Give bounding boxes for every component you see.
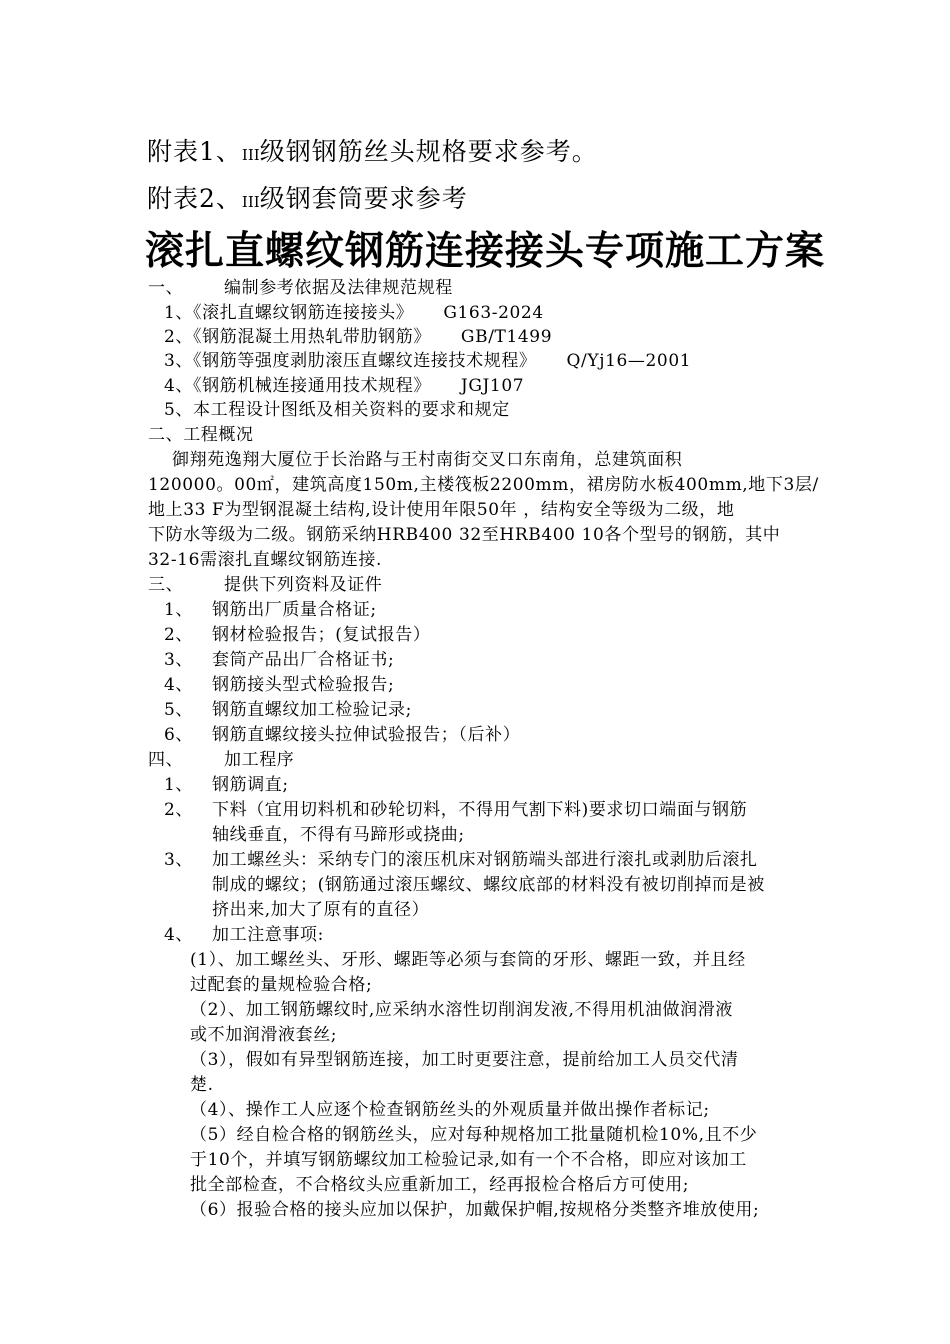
item-text: 5、本工程设计图纸及相关资料的要求和规定 [164, 400, 510, 420]
section-4-item [164, 798, 747, 822]
section-2-line: 120000。00㎡，建筑高度150m,主楼筏板2200mm，裙房防水板400mm,地下3层/ [148, 475, 819, 495]
section-3-item [164, 673, 394, 697]
item-text: 钢筋出厂质量合格证; [212, 600, 377, 620]
item-text: 加工螺丝头：采纳专门的滚压机床对钢筋端头部进行滚扎或剥肋后滚扎 [212, 850, 758, 870]
section-1-heading [148, 276, 453, 300]
note-line: （3），假如有异型钢筋连接，加工时更要注意，提前给加工人员交代清 [190, 1050, 739, 1070]
note-line: （6）报验合格的接头应加以保护，加戴保护帽,按规格分类整齐堆放使用; [190, 1200, 760, 1220]
item-code: JGJ107 [460, 376, 525, 396]
item-number: 3、 [164, 850, 194, 870]
note-line: 楚. [190, 1075, 214, 1095]
section-3-number: 三、 [148, 575, 184, 595]
section-2-heading: 二、工程概况 [148, 425, 254, 445]
section-1-item [164, 349, 691, 373]
section-2-line: 32-16需滚扎直螺纹钢筋连接. [148, 550, 383, 570]
appendix-2-roman: III [241, 193, 260, 211]
note-line: 过配套的量规检验合格; [190, 975, 373, 995]
section-1-title: 编制参考依据及法律规范规程 [224, 278, 453, 298]
note-line: (1）、加工螺丝头、牙形、螺距等必须与套筒的牙形、螺距一致，并且经 [190, 950, 746, 970]
note-line: 于10个，并填写钢筋螺纹加工检验记录,如有一个不合格，即应对该加工 [190, 1150, 747, 1170]
note-line: 批全部检查，不合格纹头应重新加工，经再报检合格后方可使用; [190, 1175, 690, 1195]
section-3-item [164, 598, 377, 622]
section-2-line: 御翔苑逸翔大厦位于长治路与王村南街交叉口东南角，总建筑面积 [172, 450, 683, 470]
appendix-1-prefix: 附表1、 [147, 137, 242, 166]
section-4-item-continuation: 制成的螺纹；(钢筋通过滚压螺纹、螺纹底部的材料没有被切削掉而是被 [212, 875, 765, 895]
item-text: 下料（宜用切料机和砂轮切料，不得用气割下料)要求切口端面与钢筋 [212, 800, 748, 820]
appendix-line-2 [147, 183, 468, 218]
note-line: （4）、操作工人应逐个检查钢筋丝头的外观质量并做出操作者标记; [190, 1100, 710, 1120]
item-text: 4、《钢筋机械连接通用技术规程》 [164, 376, 431, 396]
note-line: （5）经自检合格的钢筋丝头，应对每种规格加工批量随机检10%,且不少 [190, 1125, 758, 1145]
item-text: 2、《钢筋混凝土用热轧带肋钢筋》 [164, 327, 431, 347]
item-number: 1、 [164, 600, 194, 620]
section-2-line: 地上33 F为型钢混凝土结构,设计使用年限50年 ，结构安全等级为二级，地 [148, 500, 735, 520]
appendix-2-prefix: 附表2、 [147, 184, 242, 213]
section-4-item-continuation: 挤出来,加大了原有的直径） [212, 900, 430, 920]
item-number: 4、 [164, 925, 194, 945]
section-4-heading [148, 748, 294, 772]
section-3-item [164, 623, 430, 647]
section-3-item [164, 698, 412, 722]
section-1-item [164, 325, 552, 349]
section-3-title: 提供下列资料及证件 [224, 575, 383, 595]
item-number: 2、 [164, 800, 194, 820]
appendix-1-suffix: 级钢钢筋丝头规格要求参考。 [259, 137, 598, 166]
item-text: 钢筋直螺纹接头拉伸试验报告；（后补） [212, 725, 521, 745]
note-line: 或不加润滑液套丝; [190, 1025, 338, 1045]
section-4-item-continuation: 轴线垂直，不得有马蹄形或挠曲; [212, 825, 465, 845]
section-3-item [164, 648, 394, 672]
section-3-item [164, 723, 520, 747]
item-text: 1、《滚扎直螺纹钢筋连接接头》 [164, 303, 414, 323]
item-text: 钢筋调直; [212, 775, 289, 795]
section-4-item [164, 923, 324, 947]
item-code: G163-2024 [443, 303, 544, 323]
section-1-item [164, 398, 510, 422]
item-code: GB/T1499 [460, 327, 553, 347]
item-number: 3、 [164, 650, 194, 670]
item-text: 加工注意事项: [212, 925, 324, 945]
appendix-2-suffix: 级钢套筒要求参考 [259, 184, 468, 213]
item-code: Q/Yj16—2001 [566, 351, 692, 371]
appendix-line-1 [147, 136, 598, 171]
section-1-item [164, 301, 544, 325]
section-4-item [164, 773, 289, 797]
section-4-title: 加工程序 [224, 750, 295, 770]
appendix-1-roman: III [241, 146, 260, 164]
document-title: 滚扎直螺纹钢筋连接接头专项施工方案 [145, 228, 826, 274]
item-text: 钢筋直螺纹加工检验记录; [212, 700, 412, 720]
section-4-number: 四、 [148, 750, 184, 770]
item-number: 6、 [164, 725, 194, 745]
item-number: 4、 [164, 675, 194, 695]
section-1-item [164, 374, 524, 398]
section-2-line: 下防水等级为二级。钢筋采纳HRB400 32至HRB400 10各个型号的钢筋，其中 [148, 525, 781, 545]
item-text: 套筒产品出厂合格证书; [212, 650, 395, 670]
item-number: 2、 [164, 625, 194, 645]
item-text: 钢材检验报告；(复试报告） [212, 625, 431, 645]
item-number: 1、 [164, 775, 194, 795]
item-text: 钢筋接头型式检验报告; [212, 675, 395, 695]
item-number: 5、 [164, 700, 194, 720]
section-4-item [164, 848, 758, 872]
section-1-number: 一、 [148, 278, 184, 298]
note-line: （2）、加工钢筋螺纹时,应采纳水溶性切削润发液,不得用机油做润滑液 [190, 1000, 733, 1020]
item-text: 3、《钢筋等强度剥肋滚压直螺纹连接技术规程》 [164, 351, 537, 371]
section-3-heading [148, 573, 382, 597]
